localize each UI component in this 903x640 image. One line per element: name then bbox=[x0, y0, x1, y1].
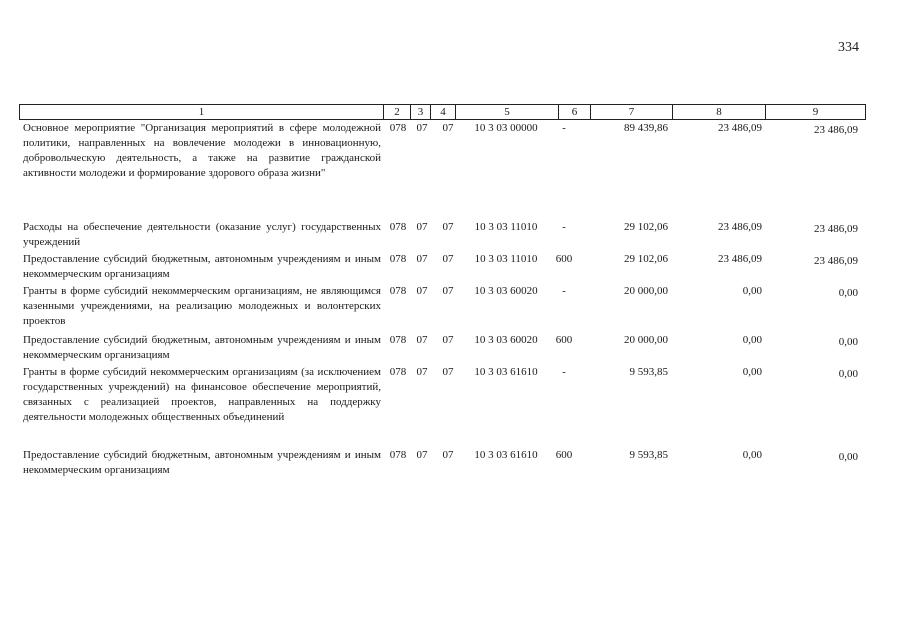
row-col-9: 0,00 bbox=[838, 336, 858, 348]
row-col-4: 07 bbox=[442, 334, 454, 346]
header-col-5: 5 bbox=[456, 105, 559, 119]
row-col-2: 078 bbox=[389, 253, 407, 265]
row-col-9: 0,00 bbox=[838, 287, 858, 299]
row-col-3: 07 bbox=[416, 366, 428, 378]
row-description: Предоставление субсидий бюджетным, автономным учреждениям и иным некоммерческим организациям bbox=[23, 334, 381, 361]
row-col-9: 0,00 bbox=[838, 451, 858, 463]
row-col-6: 600 bbox=[555, 449, 573, 461]
row-description: Основное мероприятие "Организация мероприятий в сфере молодежной политики, направленных на вовлечение молодежи в инновационную, добровольческую деятельность, а также на развитие гражданской активности молодежи и формирование здорового образа жизни" bbox=[23, 122, 381, 179]
header-col-2: 2 bbox=[384, 105, 411, 119]
row-col-4: 07 bbox=[442, 253, 454, 265]
row-col-6: - bbox=[562, 285, 566, 297]
row-col-4: 07 bbox=[442, 122, 454, 134]
row-col-5: 10 3 03 61610 bbox=[474, 449, 538, 461]
row-col-2: 078 bbox=[389, 221, 407, 233]
row-col-6: - bbox=[562, 221, 566, 233]
header-col-4: 4 bbox=[431, 105, 456, 119]
row-col-5: 10 3 03 60020 bbox=[474, 334, 538, 346]
row-col-4: 07 bbox=[442, 285, 454, 297]
row-col-5: 10 3 03 00000 bbox=[474, 122, 538, 134]
row-col-6: 600 bbox=[555, 334, 573, 346]
row-description: Предоставление субсидий бюджетным, автономным учреждениям и иным некоммерческим организациям bbox=[23, 253, 381, 280]
row-col-3: 07 bbox=[416, 221, 428, 233]
row-description: Расходы на обеспечение деятельности (оказание услуг) государственных учреждений bbox=[23, 221, 381, 248]
row-col-5: 10 3 03 11010 bbox=[474, 221, 538, 233]
header-col-9: 9 bbox=[812, 106, 819, 118]
row-col-2: 078 bbox=[389, 334, 407, 346]
row-col-9: 23 486,09 bbox=[814, 223, 858, 235]
row-col-8: 0,00 bbox=[742, 285, 762, 297]
row-col-8: 23 486,09 bbox=[718, 253, 762, 265]
row-col-7: 20 000,00 bbox=[624, 334, 668, 346]
row-col-4: 07 bbox=[442, 449, 454, 461]
row-col-9: 0,00 bbox=[838, 368, 858, 380]
row-col-7: 29 102,06 bbox=[624, 253, 668, 265]
row-col-3: 07 bbox=[416, 253, 428, 265]
row-col-7: 29 102,06 bbox=[624, 221, 668, 233]
row-col-6: - bbox=[562, 122, 566, 134]
header-col-8: 8 bbox=[673, 105, 766, 119]
row-col-6: 600 bbox=[555, 253, 573, 265]
row-col-3: 07 bbox=[416, 449, 428, 461]
row-col-4: 07 bbox=[442, 221, 454, 233]
row-col-4: 07 bbox=[442, 366, 454, 378]
row-col-2: 078 bbox=[389, 366, 407, 378]
row-col-8: 23 486,09 bbox=[718, 122, 762, 134]
row-description: Гранты в форме субсидий некоммерческим организациям, не являющимся казенными учреждениями, на реализацию молодежных и волонтерских проектов bbox=[23, 285, 381, 327]
header-col-7: 7 bbox=[591, 105, 673, 119]
row-col-8: 0,00 bbox=[742, 449, 762, 461]
table-header bbox=[19, 104, 866, 120]
header-col-1: 1 bbox=[20, 105, 384, 119]
row-col-3: 07 bbox=[416, 334, 428, 346]
row-col-7: 20 000,00 bbox=[624, 285, 668, 297]
row-col-7: 9 593,85 bbox=[629, 366, 668, 378]
header-col-6: 6 bbox=[559, 105, 591, 119]
row-col-6: - bbox=[562, 366, 566, 378]
row-col-7: 89 439,86 bbox=[624, 122, 668, 134]
row-col-3: 07 bbox=[416, 122, 428, 134]
row-col-2: 078 bbox=[389, 285, 407, 297]
row-col-2: 078 bbox=[389, 122, 407, 134]
row-col-7: 9 593,85 bbox=[629, 449, 668, 461]
row-col-5: 10 3 03 60020 bbox=[474, 285, 538, 297]
row-col-3: 07 bbox=[416, 285, 428, 297]
header-col-3: 3 bbox=[411, 105, 431, 119]
row-col-2: 078 bbox=[389, 449, 407, 461]
row-description: Предоставление субсидий бюджетным, автономным учреждениям и иным некоммерческим организациям bbox=[23, 449, 381, 476]
row-col-8: 23 486,09 bbox=[718, 221, 762, 233]
row-description: Гранты в форме субсидий некоммерческим организациям (за исключением государственных учреждений) на финансовое обеспечение мероприятий, связанных с реализацией проектов, направленных на поддержку деятельности молодежных общественных объединений bbox=[23, 366, 381, 423]
row-col-8: 0,00 bbox=[742, 334, 762, 346]
row-col-9: 23 486,09 bbox=[814, 255, 858, 267]
row-col-9: 23 486,09 bbox=[814, 124, 858, 136]
row-col-5: 10 3 03 61610 bbox=[474, 366, 538, 378]
page-number: 334 bbox=[838, 40, 859, 55]
row-col-5: 10 3 03 11010 bbox=[474, 253, 538, 265]
row-col-8: 0,00 bbox=[742, 366, 762, 378]
